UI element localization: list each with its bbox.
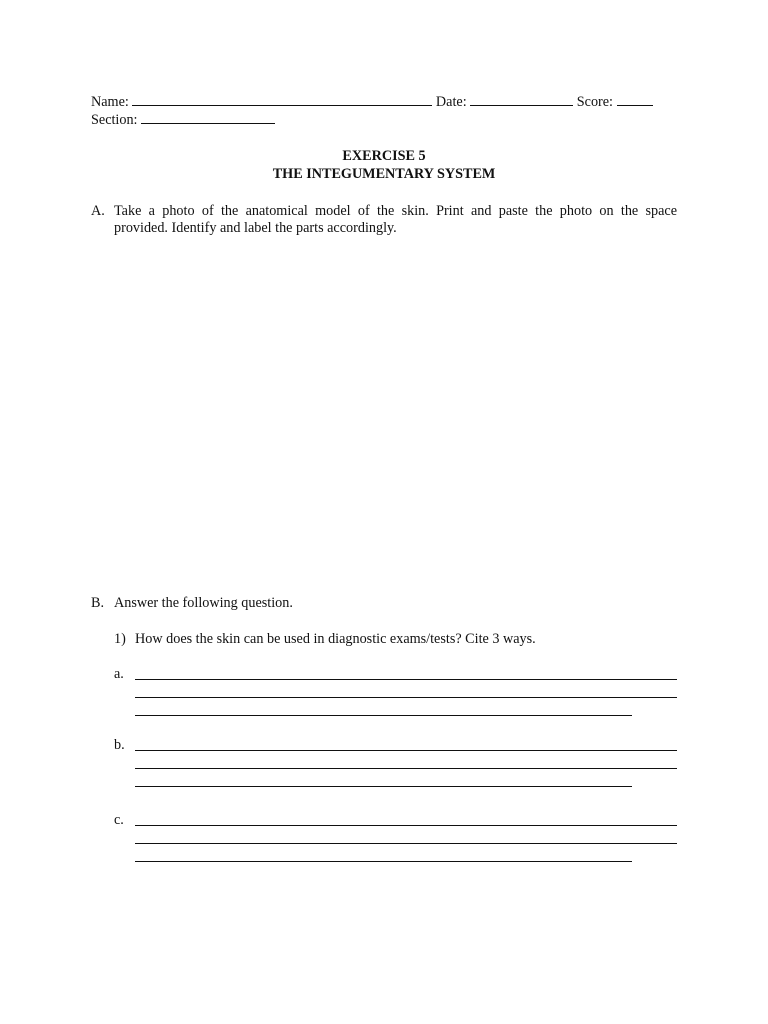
answer-c-line-2[interactable]	[135, 843, 677, 844]
answer-a-line-2[interactable]	[135, 697, 677, 698]
section-row	[91, 111, 275, 129]
part-a-marker: A.	[91, 203, 105, 219]
question-text: How does the skin can be used in diagnostic exams/tests? Cite 3 ways.	[135, 631, 536, 647]
answer-a-line-3[interactable]	[135, 715, 632, 716]
part-b-instruction: Answer the following question.	[114, 595, 293, 611]
question-number: 1)	[114, 631, 126, 647]
exercise-number: EXERCISE 5	[342, 148, 426, 164]
score-label: Score:	[576, 94, 613, 110]
exercise-title: THE INTEGUMENTARY SYSTEM	[272, 166, 496, 182]
answer-a-label: a.	[114, 666, 124, 682]
part-a-instruction-line2: provided. Identify and label the parts accordingly.	[114, 220, 397, 236]
answer-a-line-1[interactable]	[135, 679, 677, 680]
score-blank[interactable]	[617, 93, 653, 106]
date-label: Date:	[435, 94, 467, 110]
answer-c-label: c.	[114, 812, 124, 828]
date-blank[interactable]	[470, 93, 573, 106]
name-blank[interactable]	[132, 93, 432, 106]
answer-b-line-3[interactable]	[135, 786, 632, 787]
answer-b-line-2[interactable]	[135, 768, 677, 769]
photo-paste-area	[91, 245, 677, 580]
answer-c-line-1[interactable]	[135, 825, 677, 826]
part-b-marker: B.	[91, 595, 105, 611]
section-blank[interactable]	[141, 111, 275, 124]
answer-b-label: b.	[114, 737, 125, 753]
header-row	[91, 93, 653, 111]
answer-c-line-3[interactable]	[135, 861, 632, 862]
name-label: Name:	[91, 94, 129, 110]
answer-b-line-1[interactable]	[135, 750, 677, 751]
part-a-instruction-line1: Take a photo of the anatomical model of the skin. Print and paste the photo on the space	[114, 203, 677, 219]
section-label: Section:	[91, 112, 138, 128]
